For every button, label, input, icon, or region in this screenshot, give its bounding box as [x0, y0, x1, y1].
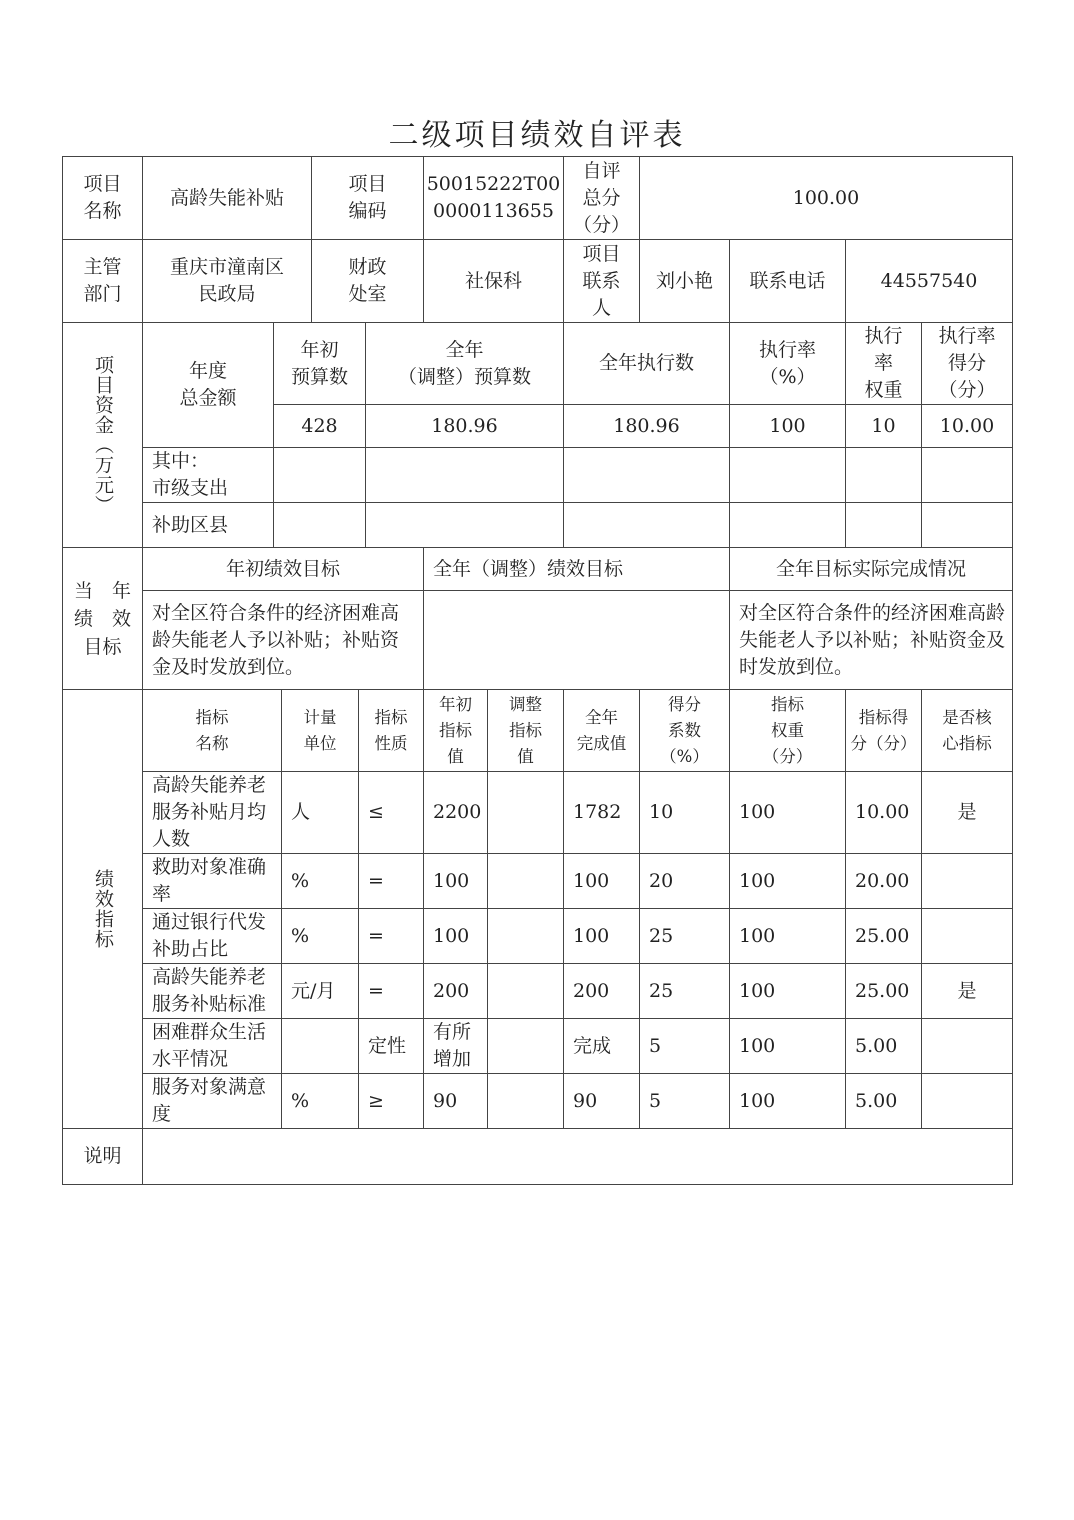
funds-score-header: 执行率 得分 （分）: [921, 322, 1013, 405]
table-row-2-initial: 100: [423, 908, 488, 964]
funds-city-executed: [563, 447, 730, 503]
table-row-5-weight: 100: [729, 1073, 846, 1129]
phone-label: 联系电话: [729, 239, 846, 323]
table-row-3-adjusted: [487, 963, 564, 1019]
contact-value: 刘小艳: [639, 239, 730, 323]
table-row-2-unit: %: [281, 908, 359, 964]
table-row-4-adjusted: [487, 1018, 564, 1074]
ind-header-initial: 年初 指标 值: [423, 689, 488, 772]
ind-header-unit: 计量 单位: [281, 689, 359, 772]
table-row-4-weight: 100: [729, 1018, 846, 1074]
table-row-0-unit: 人: [281, 771, 359, 854]
table-row-2-weight: 100: [729, 908, 846, 964]
funds-adjusted-header: 全年 （调整）预算数: [365, 322, 564, 405]
table-row-3-initial: 200: [423, 963, 488, 1019]
table-row-4-score: 5.00: [845, 1018, 922, 1074]
table-row-3-unit: 元/月: [281, 963, 359, 1019]
table-row-4-name: 困难群众生活水平情况: [142, 1018, 282, 1074]
note-text: [142, 1128, 1013, 1185]
page-title: 二级项目绩效自评表: [388, 118, 686, 153]
funds-initial-header: 年初 预算数: [273, 322, 366, 405]
goals-actual-header: 全年目标实际完成情况: [729, 547, 1013, 591]
ind-header-adjusted: 调整 指标 值: [487, 689, 564, 772]
table-row-3-nature: =: [358, 963, 424, 1019]
table-row-5-adjusted: [487, 1073, 564, 1129]
table-row-1-name: 救助对象准确率: [142, 853, 282, 909]
ind-header-nature: 指标 性质: [358, 689, 424, 772]
project-name-value: 高龄失能补贴: [142, 156, 312, 240]
project-code-value: 50015222T00 0000113655: [423, 156, 564, 240]
funds-executed-header: 全年执行数: [563, 322, 730, 405]
funds-rate-header: 执行率 （%）: [729, 322, 846, 405]
ind-header-weight: 指标 权重 （分）: [729, 689, 846, 772]
table-row-2-coef: 25: [639, 908, 730, 964]
table-row-4-coef: 5: [639, 1018, 730, 1074]
table-row-5-score: 5.00: [845, 1073, 922, 1129]
funds-city-initial: [273, 447, 366, 503]
table-row-3-core: 是: [921, 963, 1013, 1019]
table-row-4-completed: 完成: [563, 1018, 640, 1074]
funds-executed-value: 180.96: [563, 404, 730, 448]
table-row-3-completed: 200: [563, 963, 640, 1019]
dept-value: 重庆市潼南区 民政局: [142, 239, 312, 323]
table-row-4-nature: 定性: [358, 1018, 424, 1074]
table-row-1-score: 20.00: [845, 853, 922, 909]
goals-actual-text: 对全区符合条件的经济困难高龄失能老人予以补贴；补贴资金及时发放到位。: [729, 590, 1013, 690]
table-row-2-completed: 100: [563, 908, 640, 964]
table-row-5-initial: 90: [423, 1073, 488, 1129]
funds-rate-value: 100: [729, 404, 846, 448]
phone-value: 44557540: [845, 239, 1013, 323]
funds-weight-header: 执行 率 权重: [845, 322, 922, 405]
funds-city-label: 其中： 市级支出: [142, 447, 274, 503]
funds-county-label: 补助区县: [142, 502, 274, 548]
funds-city-weight: [845, 447, 922, 503]
table-row-1-unit: %: [281, 853, 359, 909]
goals-side-label: 当 年 绩 效 目标: [62, 547, 143, 690]
table-row-0-core: 是: [921, 771, 1013, 854]
self-score-value: 100.00: [639, 156, 1013, 240]
goals-adjusted-header: 全年（调整）绩效目标: [423, 547, 730, 591]
table-row-2-score: 25.00: [845, 908, 922, 964]
goals-initial-header: 年初绩效目标: [142, 547, 424, 591]
funds-city-adjusted: [365, 447, 564, 503]
table-row-1-completed: 100: [563, 853, 640, 909]
funds-side-label: 项目资金（万元）: [62, 322, 143, 548]
table-row-5-unit: %: [281, 1073, 359, 1129]
project-code-label: 项目 编码: [311, 156, 424, 240]
funds-adjusted-value: 180.96: [365, 404, 564, 448]
project-name-label: 项目 名称: [62, 156, 143, 240]
table-row-0-score: 10.00: [845, 771, 922, 854]
table-row-3-coef: 25: [639, 963, 730, 1019]
table-row-5-core: [921, 1073, 1013, 1129]
funds-score-value: 10.00: [921, 404, 1013, 448]
self-score-label: 自评 总分 （分）: [563, 156, 640, 240]
table-row-0-weight: 100: [729, 771, 846, 854]
table-row-2-name: 通过银行代发补助占比: [142, 908, 282, 964]
funds-city-score: [921, 447, 1013, 503]
table-row-3-name: 高龄失能养老服务补贴标准: [142, 963, 282, 1019]
table-row-0-adjusted: [487, 771, 564, 854]
table-row-3-score: 25.00: [845, 963, 922, 1019]
ind-header-score: 指标得 分（分）: [845, 689, 922, 772]
table-row-2-nature: =: [358, 908, 424, 964]
dept-label: 主管 部门: [62, 239, 143, 323]
finance-label: 财政 处室: [311, 239, 424, 323]
table-row-0-completed: 1782: [563, 771, 640, 854]
funds-total-header: 年度 总金额: [142, 322, 274, 448]
table-row-0-name: 高龄失能养老服务补贴月均人数: [142, 771, 282, 854]
funds-weight-value: 10: [845, 404, 922, 448]
goals-adjusted-text: [423, 590, 730, 690]
table-row-1-coef: 20: [639, 853, 730, 909]
table-row-1-core: [921, 853, 1013, 909]
funds-county-rate: [729, 502, 846, 548]
ind-header-completed: 全年 完成值: [563, 689, 640, 772]
table-row-1-initial: 100: [423, 853, 488, 909]
table-row-5-coef: 5: [639, 1073, 730, 1129]
ind-header-coef: 得分 系数 （%）: [639, 689, 730, 772]
table-row-4-initial: 有所 增加: [423, 1018, 488, 1074]
table-row-2-adjusted: [487, 908, 564, 964]
note-label: 说明: [62, 1128, 143, 1185]
ind-header-core: 是否核 心指标: [921, 689, 1013, 772]
goals-initial-text: 对全区符合条件的经济困难高龄失能老人予以补贴；补贴资金及时发放到位。: [142, 590, 424, 690]
table-row-5-completed: 90: [563, 1073, 640, 1129]
table-row-0-initial: 2200: [423, 771, 488, 854]
table-row-5-name: 服务对象满意度: [142, 1073, 282, 1129]
table-row-0-coef: 10: [639, 771, 730, 854]
table-row-1-adjusted: [487, 853, 564, 909]
funds-county-executed: [563, 502, 730, 548]
funds-initial-value: 428: [273, 404, 366, 448]
table-row-3-weight: 100: [729, 963, 846, 1019]
table-row-0-nature: ≤: [358, 771, 424, 854]
table-row-1-nature: =: [358, 853, 424, 909]
table-row-4-unit: [281, 1018, 359, 1074]
ind-header-name: 指标 名称: [142, 689, 282, 772]
funds-county-score: [921, 502, 1013, 548]
contact-label: 项目 联系 人: [563, 239, 640, 323]
funds-city-rate: [729, 447, 846, 503]
table-row-1-weight: 100: [729, 853, 846, 909]
indicators-side-label: 绩效指标: [62, 689, 143, 1129]
table-row-2-core: [921, 908, 1013, 964]
finance-value: 社保科: [423, 239, 564, 323]
table-row-5-nature: ≥: [358, 1073, 424, 1129]
table-row-4-core: [921, 1018, 1013, 1074]
funds-county-weight: [845, 502, 922, 548]
funds-county-adjusted: [365, 502, 564, 548]
funds-county-initial: [273, 502, 366, 548]
